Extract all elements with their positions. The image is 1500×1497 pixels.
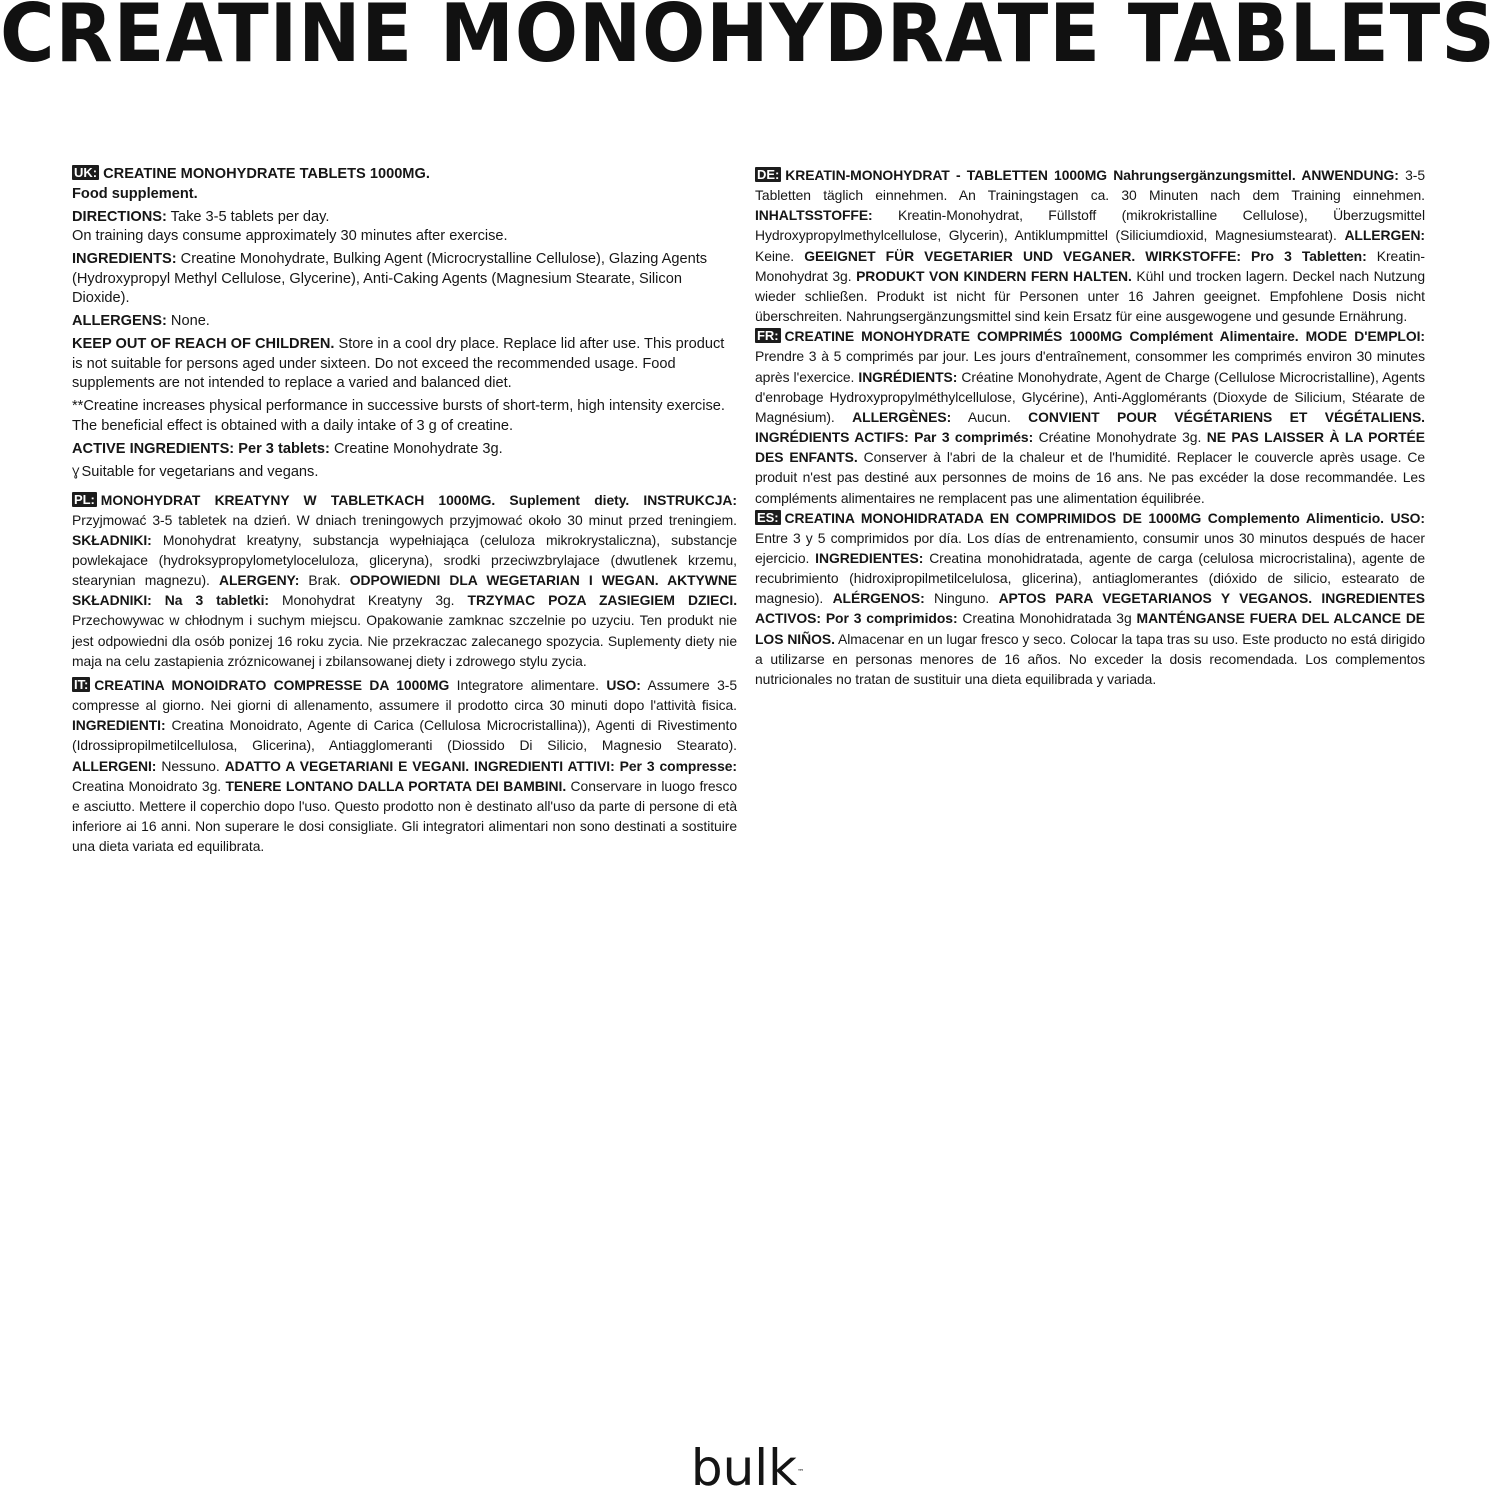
- lang-tag-it: IT:: [74, 676, 89, 692]
- it-s6: Conservare in luogo fresco e asciutto. Mettere il coperchio dopo l'uso. Questo prodotto non è destinato all'uso da parte di persone di età inferiore ai 16 anni. Non superare le dosi consigliate. Gli integratori alimentari non sono destinati a sostituire una dieta variata ed equilibrata.: [72, 777, 738, 855]
- left-column: [72, 165, 737, 856]
- es-s3: Ninguno.: [934, 590, 990, 607]
- fr-s4-bold: CONVIENT POUR VÉGÉTARIENS ET VÉGÉTALIENS. INGRÉDIENTS ACTIFS: Par 3 comprimés:: [755, 408, 1425, 446]
- uk-keep-label: KEEP OUT OF REACH OF CHILDREN.: [72, 336, 335, 352]
- it-s2: Assumere 3-5 compresse al giorno. Nei giorni di allenamento, assumere il prodotto circa 30 minuti dopo l'attività fisica.: [72, 676, 738, 714]
- de-s3: Keine.: [755, 247, 795, 264]
- pl-s4-bold: ODPOWIEDNI DLA WEGETARIAN I WEGAN. AKTYWNE SKŁADNIKI: Na 3 tabletki:: [72, 572, 738, 609]
- logo-text: bulk: [690, 1439, 798, 1497]
- pl-s3-bold: ALERGENY:: [218, 572, 300, 589]
- it-s1: Integratore alimentare.: [456, 676, 599, 693]
- de-s1: 3-5 Tabletten täglich einnehmen. An Trainingstagen ca. 30 Minuten nach dem Training einnehmen.: [755, 167, 1425, 204]
- fr-s3-bold: ALLERGÈNES:: [852, 408, 952, 425]
- section-it: [72, 675, 737, 856]
- es-s5-bold: MANTÉNGANSE FUERA DEL ALCANCE DE LOS NIÑOS.: [755, 610, 1426, 647]
- section-de: [755, 165, 1425, 326]
- pl-s5: Przechowywac w chłodnym i suchym miejscu. Opakowanie zamknac szczelnie po uzyciu. Ten produkt nie jest odpowiedni dla osób ponizej 16 roku zycia. Nie przekraczac zalecanego spozycia. Suplementy diety nie maja na celu zastapienia zróznicowanej i zbilansowanej diety i zdrowego stylu zycia.: [72, 612, 737, 669]
- it-s3-bold: INGREDIENTI:: [72, 717, 166, 734]
- uk-allergens-text: None.: [170, 313, 210, 329]
- uk-active-label: ACTIVE INGREDIENTS: Per 3 tablets:: [72, 440, 330, 457]
- uk-subheading: Food supplement.: [72, 185, 198, 202]
- de-s1-bold: KREATIN-MONOHYDRAT - TABLETTEN 1000MG Nahrungsergänzungsmittel. ANWENDUNG:: [785, 167, 1399, 183]
- uk-ingredients-label: INGREDIENTS:: [72, 251, 177, 267]
- it-s3: Creatina Monoidrato, Agente di Carica (Cellulosa Microcristallina)), Agenti di Rivestimento (Idrossipropilmetilcellulosa, Glicerina), Antiagglomeranti (Diossido Di Silicio, Magnesio Stearato).: [72, 717, 737, 754]
- section-fr: [755, 326, 1425, 507]
- pl-s4: Monohydrat Kreatyny 3g.: [282, 592, 455, 609]
- uk-heading: CREATINE MONOHYDRATE TABLETS 1000MG.: [103, 166, 430, 182]
- fr-s5-bold: NE PAS LAISSER À LA PORTÉE DES ENFANTS.: [755, 429, 1425, 466]
- es-s5: Almacenar en un lugar fresco y seco. Colocar la tapa tras su uso. Este producto no está dirigido a utilizarse en personas menores de 16 años. No exceder la dosis recomendada. Los complementos nutricionales no tratan de sustituir una dieta equilibrada y variada.: [755, 630, 1425, 687]
- lang-tag-es: ES:: [757, 509, 779, 525]
- pl-s2-bold: SKŁADNIKI:: [72, 531, 152, 548]
- uk-keep-text: Store in a cool dry place. Replace lid after use. This product is not suitable for persons aged under sixteen. Do not exceed the recommended usage. Food supplements are not intended to replace a varied and balanced diet.: [72, 336, 725, 391]
- it-s1-bold: CREATINA MONOIDRATO COMPRESSE DA 1000MG: [94, 676, 450, 693]
- lang-tag-de: DE:: [757, 167, 780, 182]
- uk-directions-line2: On training days consume approximately 30 minutes after exercise.: [72, 228, 508, 244]
- es-s4-bold: APTOS PARA VEGETARIANOS Y VEGANOS. INGREDIENTES ACTIVOS: Por 3 comprimidos:: [755, 590, 1425, 627]
- fr-s1: Prendre 3 à 5 comprimés par jour. Les jours d'entraînement, consommer les comprimés environ 30 minutes après l'exercice.: [755, 348, 1425, 385]
- fr-s4: Créatine Monohydrate 3g.: [1038, 429, 1202, 446]
- uk-allergens-label: ALLERGENS:: [72, 313, 167, 329]
- it-s4-bold: ALLERGENI:: [72, 757, 157, 774]
- de-s3-bold: ALLERGEN:: [1344, 227, 1426, 244]
- de-s5: Kühl und trocken lagern. Deckel nach Nutzung wieder schließen. Produkt ist nicht für Personen unter 16 Jahren geeignet. Empfohlene Dosis nicht überschreiten. Nahrungsergänzungsmittel sind kein Ersatz für eine ausgewogene und gesunde Ernährung.: [755, 267, 1426, 325]
- es-s4: Creatina Monohidratada 3g: [962, 610, 1132, 627]
- it-s5-bold: ADATTO A VEGETARIANI E VEGANI. INGREDIENTI ATTIVI: Per 3 compresse:: [224, 757, 737, 774]
- de-s4-bold: GEEIGNET FÜR VEGETARIER UND VEGANER. WIRKSTOFFE: Pro 3 Tabletten:: [804, 247, 1367, 264]
- logo-tm: ™: [797, 1468, 805, 1476]
- section-pl: [72, 490, 737, 671]
- uk-ingredients-text: Creatine Monohydrate, Bulking Agent (Microcrystalline Cellulose), Glazing Agents (Hydroxypropyl Methyl Cellulose, Glycerine), Anti-Caking Agents (Magnesium Stearate, Silicon Dioxide).: [72, 251, 708, 306]
- lang-tag-uk: UK:: [74, 165, 98, 180]
- uk-directions-label: DIRECTIONS:: [72, 208, 167, 225]
- it-s5: Creatina Monoidrato 3g.: [72, 777, 222, 794]
- pl-s3: Brak.: [308, 572, 341, 589]
- pl-s1-bold: MONOHYDRAT KREATYNY W TABLETKACH 1000MG. Suplement diety. INSTRUKCJA:: [100, 491, 737, 508]
- pl-s5-bold: TRZYMAC POZA ZASIEGIEM DZIECI.: [467, 592, 737, 609]
- it-s2-bold: USO:: [606, 676, 641, 693]
- pl-s1: Przyjmować 3-5 tabletek na dzień. W dniach treningowych przyjmować około 30 minut przed treningiem.: [72, 511, 737, 528]
- fr-s2: Créatine Monohydrate, Agent de Charge (Cellulose Microcristalline), Agents d'enrobage Hydroxypropylméthylcellulose, Glycérine), Anti-Agglomérants (Dioxyde de Silicium, Stéarate de Magnésium).: [755, 368, 1426, 425]
- es-s1-bold: CREATINA MONOHIDRATADA EN COMPRIMIDOS DE 1000MG Complemento Alimenticio. USO:: [784, 509, 1425, 526]
- lang-tag-fr: FR:: [757, 328, 779, 344]
- es-s3-bold: ALÉRGENOS:: [832, 590, 925, 607]
- es-s1: Entre 3 y 5 comprimidos por día. Los días de entrenamiento, consumir unos 30 minutos después de hacer ejercicio.: [755, 529, 1425, 566]
- de-s4: Kreatin-Monohydrat 3g.: [755, 247, 1426, 284]
- section-uk: [72, 165, 737, 482]
- fr-s5: Conserver à l'abri de la chaleur et de l'humidité. Replacer le couvercle après usage. Ce produit n'est pas destiné aux personnes de moins de 16 ans. Ne pas excéder la dose recommandée. Les compléments alimentaires ne remplacent pas une alimentation équilibrée.: [755, 449, 1425, 506]
- right-column: [755, 165, 1425, 689]
- uk-directions-line1: Take 3-5 tablets per day.: [170, 208, 330, 225]
- page-title: CREATINE MONOHYDRATE TABLETS: [0, 0, 1496, 80]
- de-s2: Kreatin-Monohydrat, Füllstoff (mikrokristalline Cellulose), Überzugsmittel Hydroxypropylmethylcellulose, Glycerin), Antiklumpmittel (Siliciumdioxid, Magnesiumstearat).: [755, 207, 1426, 244]
- lang-tag-pl: PL:: [74, 491, 95, 507]
- section-es: [755, 508, 1425, 689]
- v-leaf-icon: Ɣ: [72, 464, 80, 479]
- fr-s2-bold: INGRÉDIENTS:: [858, 368, 958, 385]
- fr-s3: Aucun.: [967, 408, 1011, 425]
- es-s2-bold: INGREDIENTES:: [815, 549, 924, 566]
- uk-active-text: Creatine Monohydrate 3g.: [333, 440, 503, 457]
- bulk-logo: [680, 1440, 815, 1496]
- pl-s2: Monohydrat kreatyny, substancja wypełniająca (celuloza mikrokrystaliczna), substancje powlekajace (hydroksypropylometyloceluloza, gliceryna), srodki przeciwzbrylajace (dwutlenek krzemu, stearynian magnezu).: [72, 531, 737, 589]
- fr-s1-bold: CREATINE MONOHYDRATE COMPRIMÉS 1000MG Complément Alimentaire. MODE D'EMPLOI:: [784, 328, 1425, 345]
- uk-veg-text: Suitable for vegetarians and vegans.: [81, 463, 319, 480]
- de-s5-bold: PRODUKT VON KINDERN FERN HALTEN.: [856, 267, 1132, 284]
- it-s6-bold: TENERE LONTANO DALLA PORTATA DEI BAMBINI.: [225, 777, 567, 794]
- es-s2: Creatina monohidratada, agente de carga (celulosa microcristalina), agente de recubrimiento (hidroxipropilmetilcelulosa, glicerina), antiaglomerantes (dióxido de silicio, estearato de magnesio).: [755, 549, 1426, 607]
- de-s2-bold: INHALTSSTOFFE:: [755, 207, 873, 224]
- uk-claim-text: **Creatine increases physical performance in successive bursts of short-term, high intensity exercise. The beneficial effect is obtained with a daily intake of 3 g of creatine.: [72, 398, 725, 434]
- it-s4: Nessuno.: [161, 757, 220, 774]
